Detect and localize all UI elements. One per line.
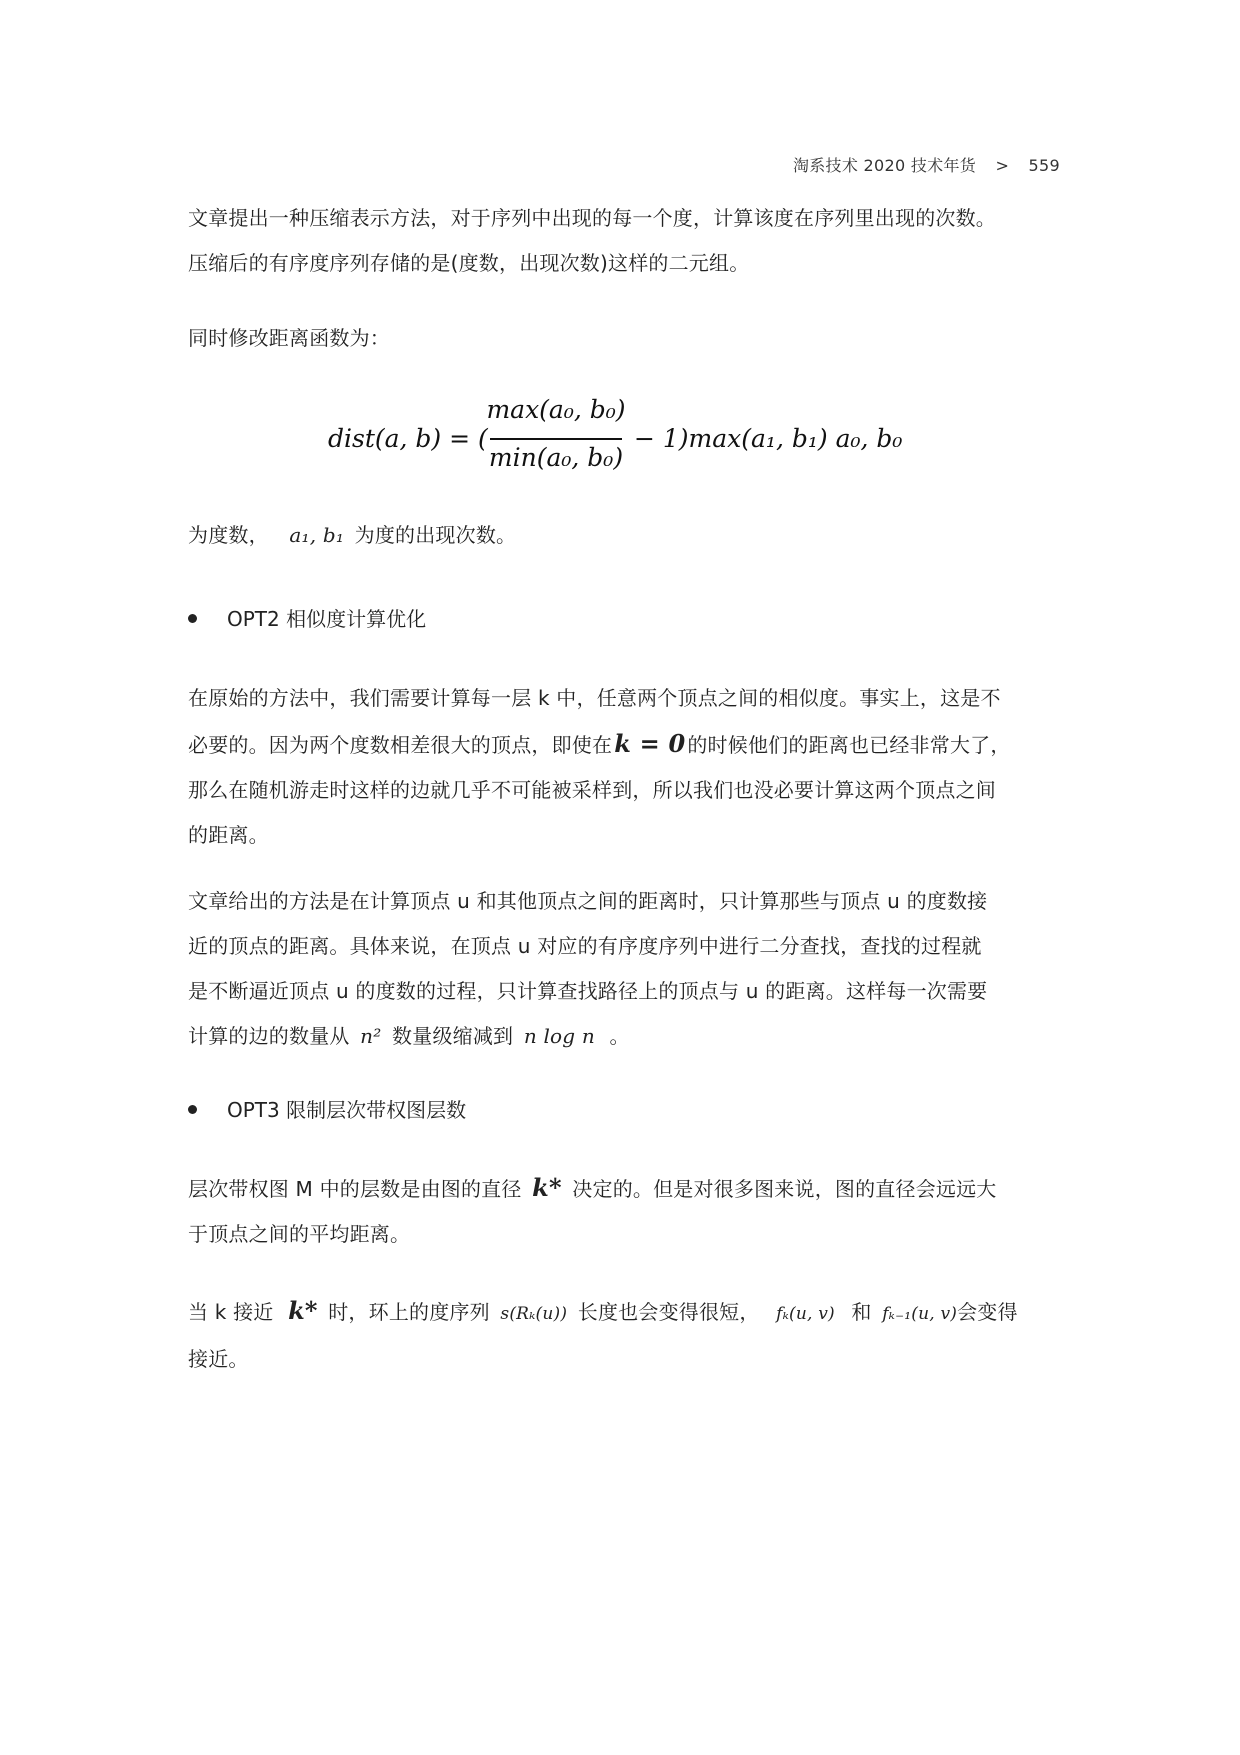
bullet-dot-icon xyxy=(188,1105,197,1114)
math-fk-u-v: fₖ(u, v) xyxy=(776,1304,835,1324)
math-k-equals-0: k = 0 xyxy=(614,729,686,758)
para6-line1-before: 层次带权图 M 中的层数是由图的直径 xyxy=(188,1177,522,1201)
bullet-opt3 xyxy=(188,1095,466,1125)
math-fk-1-u-v: fₖ₋₁(u, v) xyxy=(882,1304,958,1324)
para6-line2: 于顶点之间的平均距离。 xyxy=(188,1222,411,1246)
para7-line2: 接近。 xyxy=(188,1347,249,1371)
paragraph-binary-search xyxy=(188,879,1061,1059)
fraction-bar xyxy=(490,438,622,440)
formula-numerator: max(a₀, b₀) xyxy=(486,395,626,424)
header-separator: > xyxy=(995,156,1010,175)
paragraph-degree-note xyxy=(188,513,1061,558)
bullet-opt2-label: OPT2 相似度计算优化 xyxy=(227,607,427,631)
para4-line3: 那么在随机游走时这样的边就几乎不可能被采样到，所以我们也没必要计算这两个顶点之间 xyxy=(188,778,996,802)
page-number: 559 xyxy=(1028,156,1060,175)
para4-line4: 的距离。 xyxy=(188,823,269,847)
para3-text-after: 为度的出现次数。 xyxy=(354,523,517,547)
para4-line2-after: 的时候他们的距离也已经非常大了， xyxy=(687,733,1011,757)
page-body xyxy=(188,0,1061,1755)
para7-text-a: 当 k 接近 xyxy=(188,1300,274,1324)
bullet-opt3-label: OPT3 限制层次带权图层数 xyxy=(227,1098,467,1122)
para5-line4-mid: 数量级缩减到 xyxy=(392,1024,514,1048)
para4-line1: 在原始的方法中，我们需要计算每一层 k 中，任意两个顶点之间的相似度。事实上，这是不 xyxy=(188,686,1001,710)
para6-line1-after: 决定的。但是对很多图来说，图的直径会远远大 xyxy=(572,1177,997,1201)
formula-rhs: − 1)max(a₁, b₁) a₀, b₀ xyxy=(634,424,903,453)
para7-text-b: 时，环上的度序列 xyxy=(328,1300,490,1324)
para5-line3: 是不断逼近顶点 u 的度数的过程，只计算查找路径上的顶点与 u 的距离。这样每一次需要 xyxy=(188,979,988,1003)
para1-line1: 文章提出一种压缩表示方法，对于序列中出现的每一个度，计算该度在序列里出现的次数。 xyxy=(188,206,996,230)
para4-line2-before: 必要的。因为两个度数相差很大的顶点，即使在 xyxy=(188,733,613,757)
math-n-log-n: n log n xyxy=(523,1024,595,1048)
para5-line4-before: 计算的边的数量从 xyxy=(188,1024,350,1048)
bullet-opt2 xyxy=(188,604,426,634)
bullet-dot-icon xyxy=(188,614,197,623)
paragraph-distance-intro: 同时修改距离函数为： xyxy=(188,326,390,350)
paragraph-opt3 xyxy=(188,1165,1061,1257)
paragraph-compression xyxy=(188,196,1061,286)
math-n-squared: n² xyxy=(360,1024,382,1048)
distance-formula xyxy=(188,395,1061,485)
math-k-star-2: k* xyxy=(288,1296,318,1325)
formula-denominator: min(a₀, b₀) xyxy=(488,443,624,472)
para5-line2: 近的顶点的距离。具体来说，在顶点 u 对应的有序度序列中进行二分查找，查找的过程就 xyxy=(188,934,982,958)
para3-text-before: 为度数， xyxy=(188,523,269,547)
para7-text-e: 会变得 xyxy=(957,1300,1018,1324)
formula-lhs: dist(a, b) = ( xyxy=(328,424,488,453)
para7-text-d: 和 xyxy=(851,1300,872,1324)
para1-line2: 压缩后的有序度序列存储的是(度数，出现次数)这样的二元组。 xyxy=(188,251,750,275)
para5-line4-after: 。 xyxy=(609,1024,630,1048)
para5-line1: 文章给出的方法是在计算顶点 u 和其他顶点之间的距离时，只计算那些与顶点 u 的度数接 xyxy=(188,889,988,913)
paragraph-k-approach xyxy=(188,1288,1061,1382)
para7-text-c: 长度也会变得很短， xyxy=(577,1300,760,1324)
math-a1-b1: a₁, b₁ xyxy=(289,523,345,547)
math-k-star: k* xyxy=(532,1173,562,1202)
math-s-rk-u: s(Rₖ(u)) xyxy=(500,1304,568,1324)
book-title: 淘系技术 2020 技术年货 xyxy=(792,156,977,175)
paragraph-opt2 xyxy=(188,676,1061,858)
